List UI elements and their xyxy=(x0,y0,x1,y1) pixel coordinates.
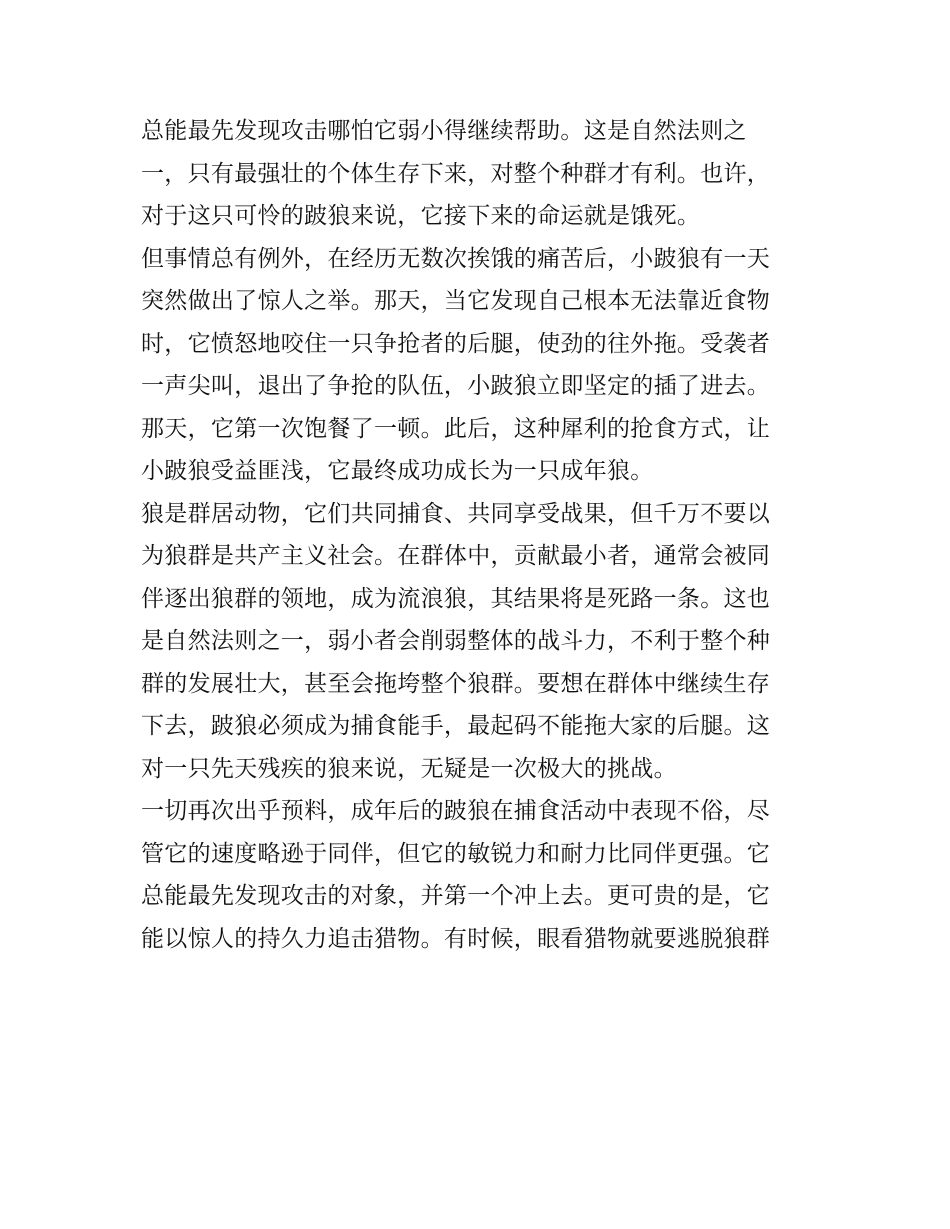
text-line: 但事情总有例外，在经历无数次挨饿的痛苦后，小跛狼有一天 xyxy=(141,245,771,272)
text-line: 小跛狼受益匪浅，它最终成功成长为一只成年狼。 xyxy=(141,458,654,484)
text-line: 一，只有最强壮的个体生存下来，对整个种群才有利。也许， xyxy=(141,160,771,187)
text-line: 突然做出了惊人之举。那天，当它发现自己根本无法靠近食物 xyxy=(141,288,771,314)
text-line: 总能最先发现攻击哪怕它弱小得继续帮助。这是自然法则之 xyxy=(141,118,747,144)
text-line: 狼是群居动物，它们共同捕食、共同享受战果，但千万不要以 xyxy=(141,500,771,527)
text-line: 管它的速度略逊于同伴，但它的敏锐力和耐力比同伴更强。它 xyxy=(141,840,771,867)
text-line: 群的发展壮大，甚至会拖垮整个狼群。要想在群体中继续生存 xyxy=(141,670,771,697)
text-line: 能以惊人的持久力追击猎物。有时候，眼看猎物就要逃脱狼群 xyxy=(141,925,771,952)
text-line: 为狼群是共产主义社会。在群体中，贡献最小者，通常会被同 xyxy=(141,543,771,569)
text-line: 时，它愤怒地咬住一只争抢者的后腿，使劲的往外拖。受袭者 xyxy=(141,330,771,357)
body-text xyxy=(141,110,813,960)
text-line: 对于这只可怜的跛狼来说，它接下来的命运就是饿死。 xyxy=(141,203,701,229)
text-line: 下去，跛狼必须成为捕食能手，最起码不能拖大家的后腿。这 xyxy=(141,713,771,739)
text-line: 是自然法则之一，弱小者会削弱整体的战斗力，不利于整个种 xyxy=(141,628,771,654)
text-line: 一声尖叫，退出了争抢的队伍，小跛狼立即坚定的插了进去。 xyxy=(141,373,771,399)
text-line: 对一只先天残疾的狼来说，无疑是一次极大的挑战。 xyxy=(141,755,677,782)
text-line: 一切再次出乎预料，成年后的跛狼在捕食活动中表现不俗，尽 xyxy=(141,798,771,824)
text-line: 那天，它第一次饱餐了一顿。此后，这种犀利的抢食方式，让 xyxy=(141,415,771,442)
text-line: 伴逐出狼群的领地，成为流浪狼，其结果将是死路一条。这也 xyxy=(141,585,771,612)
text-line: 总能最先发现攻击的对象，并第一个冲上去。更可贵的是，它 xyxy=(141,883,771,909)
